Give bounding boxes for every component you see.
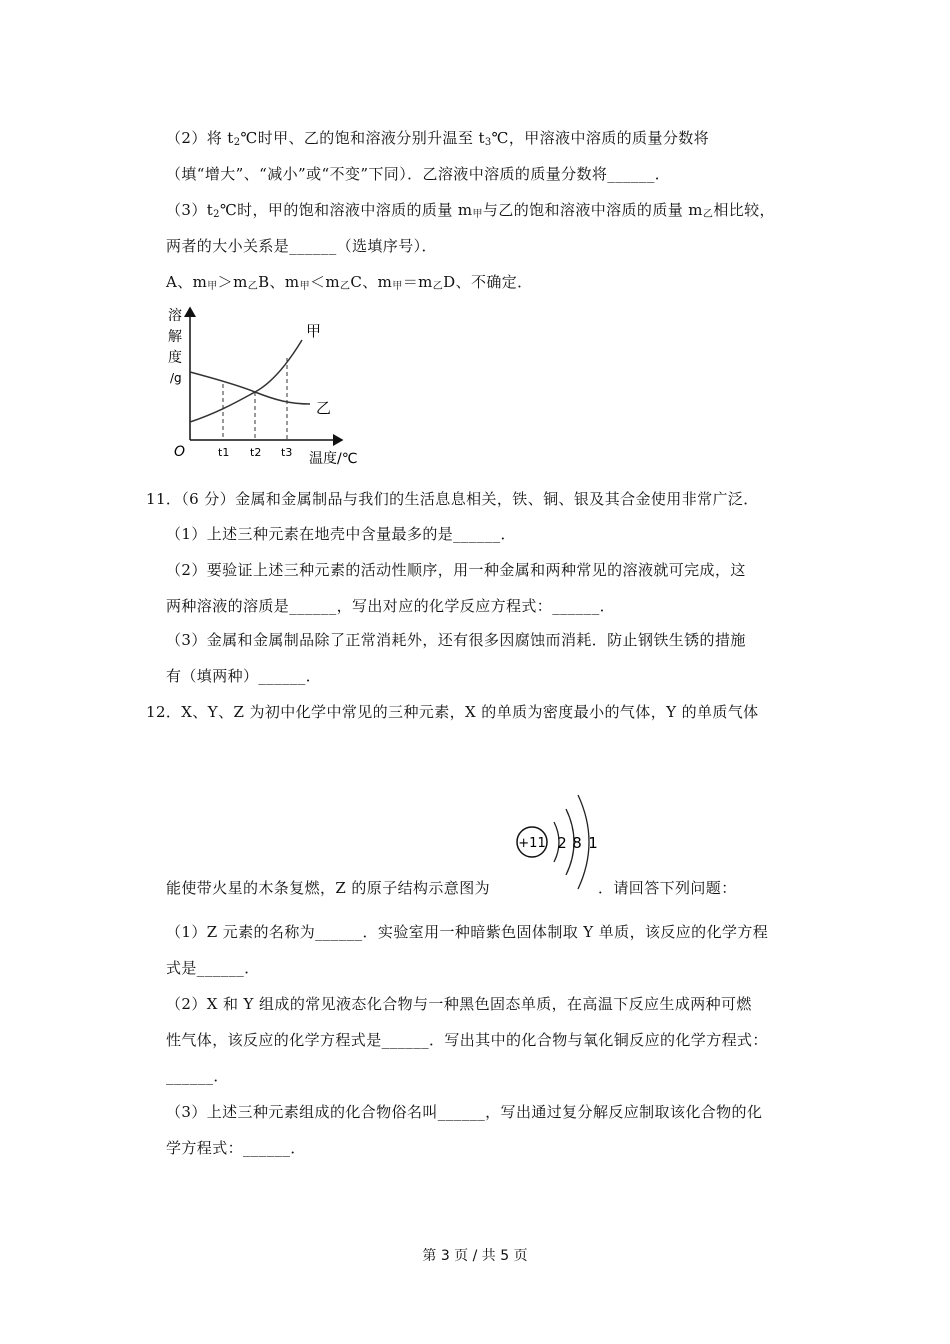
atom-shell-2-count: 8 [572,834,582,852]
atom-shell-1-count: 2 [557,834,567,852]
t2-label: t2 [250,446,262,459]
q10-part2-line1: （2）将 $t_2℃$时甲、乙的饱和溶液分别升温至 $t_3℃$，甲溶液中溶质的质量分数将 [166,129,710,148]
t1-label: t1 [218,446,230,459]
q10-options: A、$m_甲>m_乙B$、$m_甲<m_乙C$、$m_甲=m_乙D$、不确定． [166,273,533,292]
q10-part2-line2: （填“增大”、“减小”或“不变”下同）．乙溶液中溶质的质量分数将______． [166,165,671,183]
x-axis-label: 温度/℃ [309,451,358,467]
q11-part3-line1: （3）金属和金属制品除了正常消耗外，还有很多因腐蚀而消耗．防止钢铁生锈的措施 [166,631,746,649]
q11-part1: （1）上述三种元素在地壳中含量最多的是______． [166,525,516,543]
q12-part3-line2: 学方程式：______． [166,1139,306,1157]
t3-label: t3 [281,446,293,459]
y-label-1: 溶 [168,308,182,324]
q12-part3-line1: （3）上述三种元素组成的化合物俗名叫______，写出通过复分解反应制取该化合物的化 [166,1103,763,1121]
q12-stem-line2a: 能使带火星的木条复燃，Z 的原子结构示意图为 [166,879,490,897]
y-label-3: 度 [168,350,182,366]
atom-structure-diagram [512,785,604,897]
q11-part3-line2: 有（填两种）______． [166,667,322,685]
curve-jia [190,340,302,422]
q11-part2-line2: 两种溶液的溶质是______，写出对应的化学反应方程式：______． [166,597,616,615]
q10-part3-line1: $(3)t_2℃$时，甲的饱和溶液中溶质的质量 $m_甲$与乙的饱和溶液中溶质的质量 $m_乙$相比较， [166,201,775,220]
q12-part2-line3: ______． [166,1067,229,1085]
q12-part1-line2: 式是______． [166,959,260,977]
origin-label: O [174,444,186,460]
q12-part2-line2: 性气体，该反应的化学方程式是______．写出其中的化合物与氧化铜反应的化学方程式： [166,1031,768,1049]
atom-shell-3-count: 1 [588,834,598,852]
q12-part1-line1: （1）Z 元素的名称为______．实验室用一种暗紫色固体制取 Y 单质，该反应的化学方程 [166,923,769,941]
q12-stem-line2b: ．请回答下列问题： [598,879,737,897]
page-footer: 第 3 页 / 共 5 页 [422,1248,528,1264]
q12-stem-line1: 12．X、Y、Z 为初中化学中常见的三种元素，X 的单质为密度最小的气体，Y 的单质气体 [146,703,759,721]
solubility-graph [160,300,360,472]
q11-stem: 11．（6 分）金属和金属制品与我们的生活息息相关，铁、铜、银及其合金使用非常广泛． [146,490,759,508]
q12-part2-line1: （2）X 和 Y 组成的常见液态化合物与一种黑色固态单质，在高温下反应生成两种可燃 [166,995,752,1013]
q10-part3-line2: 两者的大小关系是______（选填序号）． [166,237,437,255]
curve-yi [190,372,310,404]
y-label-2: 解 [168,329,182,345]
curve-yi-label: 乙 [316,399,332,417]
curve-jia-label: 甲 [306,322,322,340]
y-unit: /g [170,371,182,385]
q11-part2-line1: （2）要验证上述三种元素的活动性顺序，用一种金属和两种常见的溶液就可完成，这 [166,561,746,579]
atom-nucleus-label: +11 [518,836,546,851]
